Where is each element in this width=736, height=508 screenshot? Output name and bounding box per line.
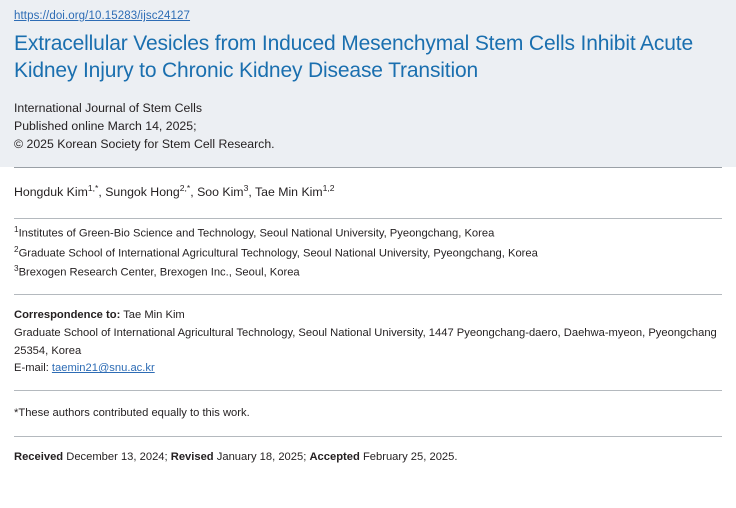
author-name: Tae Min Kim bbox=[254, 185, 323, 200]
affiliation-item bbox=[14, 262, 722, 282]
affiliation-marker: 1 bbox=[14, 224, 19, 234]
author-separator: , bbox=[248, 185, 255, 200]
page-title: Extracellular Vesicles from Induced Mesenchymal Stem Cells Inhibit Acute Kidney Injury to Chronic Kidney Disease Transition bbox=[14, 32, 694, 83]
author-affiliation-marker: 2,* bbox=[179, 183, 191, 194]
revised-label: Revised bbox=[170, 450, 214, 463]
copyright-line: © 2025 Korean Society for Stem Cell Research. bbox=[14, 136, 275, 151]
author-separator: , bbox=[190, 185, 198, 200]
revised-date: January 18, 2025; bbox=[216, 450, 307, 463]
author-separator: , bbox=[98, 185, 106, 200]
correspondence-label: Correspondence to: bbox=[14, 309, 121, 322]
author-affiliation-marker: 1,2 bbox=[322, 183, 335, 194]
author-name: Sungok Hong bbox=[105, 185, 180, 200]
journal-name: International Journal of Stem Cells bbox=[14, 100, 202, 115]
email-link[interactable]: taemin21@snu.ac.kr bbox=[51, 362, 155, 375]
correspondence-email-line bbox=[14, 360, 722, 378]
affiliation-marker: 3 bbox=[14, 264, 19, 274]
author-entry bbox=[255, 185, 335, 199]
correspondence-name: Tae Min Kim bbox=[123, 309, 185, 322]
accepted-label: Accepted bbox=[309, 450, 360, 463]
author-affiliation-marker: 3 bbox=[243, 183, 249, 194]
affiliation-marker: 2 bbox=[14, 244, 19, 254]
correspondence-address: Graduate School of International Agricultural Technology, Seoul National University, 1447 Pyeongchang-daero, Daehwa-myeon, Pyeongchang 25354, Korea bbox=[14, 327, 717, 357]
affiliation-text: Brexogen Research Center, Brexogen Inc., Seoul, Korea bbox=[18, 267, 300, 280]
received-label: Received bbox=[14, 450, 64, 463]
affiliation-list bbox=[0, 219, 736, 295]
author-affiliation-marker: 1,* bbox=[87, 183, 99, 194]
accepted-date: February 25, 2025. bbox=[362, 450, 458, 463]
author-entry bbox=[14, 185, 105, 199]
email-label: E-mail: bbox=[14, 362, 49, 375]
author-entry bbox=[105, 185, 197, 199]
correspondence-block bbox=[0, 295, 736, 390]
equal-contribution-note: *These authors contributed equally to this work. bbox=[14, 407, 250, 420]
received-date: December 13, 2024; bbox=[66, 450, 168, 463]
correspondence-line bbox=[14, 307, 722, 325]
article-history bbox=[0, 437, 736, 466]
journal-meta bbox=[14, 99, 722, 154]
doi-link[interactable]: https://doi.org/10.15283/ijsc24127 bbox=[14, 10, 191, 22]
author-list bbox=[0, 168, 736, 218]
author-name: Hongduk Kim bbox=[14, 185, 88, 200]
publication-date: Published online March 14, 2025; bbox=[14, 118, 197, 133]
affiliation-text: Graduate School of International Agricultural Technology, Seoul National University, Pyeongchang, Korea bbox=[18, 247, 538, 260]
affiliation-text: Institutes of Green-Bio Science and Technology, Seoul National University, Pyeongchang, Korea bbox=[18, 227, 495, 240]
author-name: Soo Kim bbox=[197, 185, 244, 200]
affiliation-item bbox=[14, 243, 722, 263]
header-band bbox=[0, 0, 736, 167]
author-entry bbox=[197, 185, 255, 199]
affiliation-item bbox=[14, 223, 722, 243]
